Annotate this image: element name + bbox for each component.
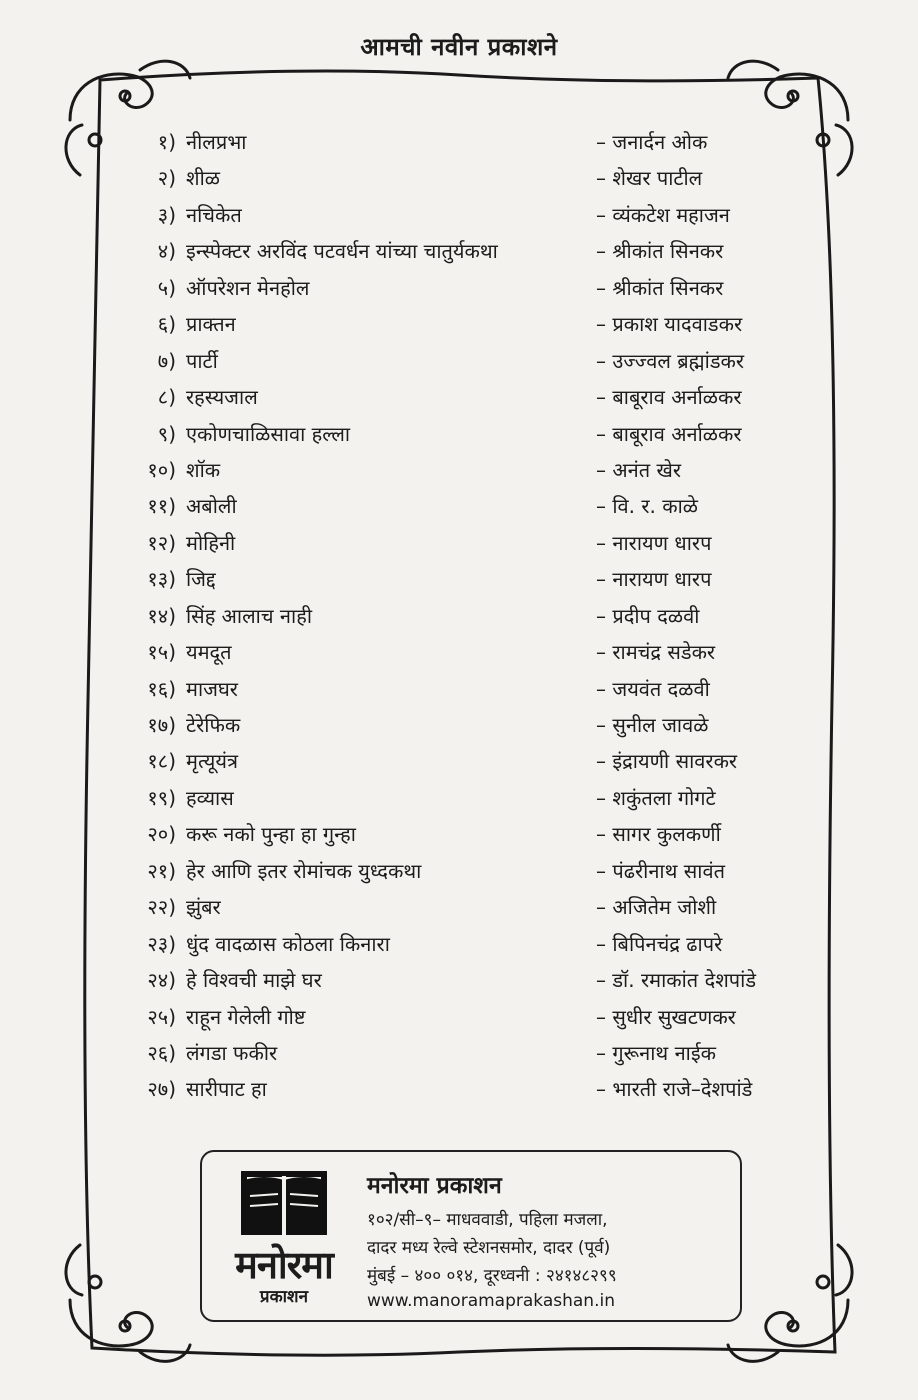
book-number: २६) bbox=[147, 1040, 176, 1065]
book-number: १३) bbox=[147, 567, 176, 592]
book-row bbox=[100, 743, 820, 779]
book-title: शीळ bbox=[186, 166, 220, 191]
book-row bbox=[100, 124, 820, 160]
book-title: शॉक bbox=[186, 457, 221, 482]
corner-ornament-bottom-left bbox=[66, 1245, 190, 1361]
book-title: ऑपरेशन मेनहोल bbox=[186, 275, 310, 300]
book-number: १७) bbox=[147, 713, 176, 737]
book-row bbox=[100, 926, 820, 962]
book-title: नचिकेत bbox=[186, 202, 242, 227]
book-title: पार्टी bbox=[186, 348, 218, 373]
logo-word: मनोरमा bbox=[235, 1243, 333, 1287]
book-title: करू नको पुन्हा हा गुन्हा bbox=[186, 822, 356, 847]
book-number: ११) bbox=[147, 494, 176, 519]
book-author: – शकुंतला गोगटे bbox=[596, 785, 716, 810]
book-title: मोहिनी bbox=[186, 530, 236, 555]
book-row bbox=[100, 707, 820, 743]
book-title: मृत्यूयंत्र bbox=[186, 749, 238, 774]
book-author: – पंढरीनाथ सावंत bbox=[596, 858, 725, 883]
book-number: १९) bbox=[147, 785, 176, 810]
book-number: ४) bbox=[157, 239, 176, 264]
book-row bbox=[100, 671, 820, 707]
book-number: १६) bbox=[147, 676, 176, 701]
book-author: – वि. र. काळे bbox=[596, 494, 699, 519]
book-author: – डॉ. रमाकांत देशपांडे bbox=[596, 968, 757, 993]
book-title: रहस्यजाल bbox=[186, 385, 258, 410]
book-row bbox=[100, 160, 820, 196]
book-number: २४) bbox=[147, 968, 176, 993]
book-row bbox=[100, 634, 820, 670]
book-title: सिंह आलाच नाही bbox=[186, 603, 312, 628]
book-number: ७) bbox=[157, 348, 176, 373]
book-row bbox=[100, 306, 820, 342]
book-title: इन्स्पेक्टर अरविंद पटवर्धन यांच्या चातुर्यकथा bbox=[186, 239, 498, 264]
book-row bbox=[100, 452, 820, 488]
book-row bbox=[100, 197, 820, 233]
book-number: १८) bbox=[147, 749, 176, 774]
book-title: माजघर bbox=[186, 676, 238, 701]
book-title: लंगडा फकीर bbox=[186, 1040, 278, 1065]
book-number: २३) bbox=[147, 931, 176, 956]
website-link[interactable]: www.manoramaprakashan.in bbox=[367, 1291, 615, 1311]
book-author: – जयवंत दळवी bbox=[596, 676, 710, 701]
book-row bbox=[100, 488, 820, 524]
book-row bbox=[100, 889, 820, 925]
book-author: – रामचंद्र सडेकर bbox=[596, 640, 716, 665]
book-row bbox=[100, 999, 820, 1035]
book-number: ५) bbox=[157, 275, 176, 300]
book-author: – इंद्रायणी सावरकर bbox=[596, 749, 738, 774]
book-author: – नारायण धारप bbox=[596, 567, 712, 592]
book-row bbox=[100, 780, 820, 816]
book-row bbox=[100, 379, 820, 415]
book-number: २०) bbox=[147, 822, 176, 847]
book-row bbox=[100, 962, 820, 998]
book-author: – शेखर पाटील bbox=[596, 166, 703, 191]
book-author: – जनार्दन ओक bbox=[596, 130, 708, 154]
book-row bbox=[100, 525, 820, 561]
book-list bbox=[100, 124, 820, 1108]
book-title: झुंबर bbox=[186, 895, 221, 920]
book-number: ३) bbox=[157, 202, 176, 227]
book-title: नीलप्रभा bbox=[186, 130, 247, 154]
book-author: – श्रीकांत सिनकर bbox=[596, 239, 724, 264]
book-number: २) bbox=[157, 166, 176, 191]
book-author: – अनंत खेर bbox=[596, 457, 682, 482]
book-number: १४) bbox=[147, 603, 176, 628]
book-number: ९) bbox=[157, 421, 176, 446]
publisher-name: मनोरमा प्रकाशन bbox=[367, 1173, 502, 1199]
book-row bbox=[100, 270, 820, 306]
book-title: एकोणचाळिसावा हल्ला bbox=[186, 421, 351, 446]
book-number: १) bbox=[157, 130, 176, 154]
book-row bbox=[100, 416, 820, 452]
book-title: हव्यास bbox=[186, 785, 234, 810]
book-author: – नारायण धारप bbox=[596, 530, 712, 555]
book-icon bbox=[214, 1166, 354, 1246]
book-author: – उज्ज्वल ब्रह्मांडकर bbox=[596, 348, 745, 373]
book-title: टेरेफिक bbox=[186, 713, 241, 737]
book-number: १०) bbox=[147, 457, 176, 482]
book-author: – प्रदीप दळवी bbox=[596, 603, 700, 628]
book-number: १२) bbox=[147, 530, 176, 555]
book-number: २५) bbox=[147, 1004, 176, 1029]
book-row bbox=[100, 1071, 820, 1107]
book-author: – श्रीकांत सिनकर bbox=[596, 275, 724, 300]
book-row bbox=[100, 343, 820, 379]
book-number: ८) bbox=[157, 385, 176, 410]
book-row bbox=[100, 598, 820, 634]
book-title: जिद्द bbox=[186, 567, 216, 592]
book-number: ६) bbox=[157, 312, 176, 337]
book-title: यमदूत bbox=[186, 640, 232, 665]
book-number: २२) bbox=[147, 895, 176, 920]
page-title: आमची नवीन प्रकाशने bbox=[360, 33, 558, 61]
book-title: हे विश्वची माझे घर bbox=[186, 968, 322, 993]
book-row bbox=[100, 816, 820, 852]
publisher-logo bbox=[214, 1166, 354, 1306]
book-title: अबोली bbox=[186, 494, 237, 519]
book-author: – सुधीर सुखटणकर bbox=[596, 1004, 736, 1029]
phone-line: मुंबई – ४०० ०१४, दूरध्वनी : २४१४८२९९ bbox=[367, 1266, 617, 1286]
book-author: – प्रकाश यादवाडकर bbox=[596, 312, 743, 337]
logo-subtitle: प्रकाशन bbox=[259, 1287, 309, 1307]
book-row bbox=[100, 853, 820, 889]
book-title: प्राक्तन bbox=[186, 312, 236, 337]
book-title: धुंद वादळास कोठला किनारा bbox=[186, 931, 390, 956]
book-number: १५) bbox=[147, 640, 176, 665]
book-number: २१) bbox=[147, 858, 176, 883]
book-author: – अजितेम जोशी bbox=[596, 895, 717, 920]
book-title: सारीपाट हा bbox=[186, 1077, 267, 1102]
book-author: – सागर कुलकर्णी bbox=[596, 822, 721, 847]
book-author: – बाबूराव अर्नाळकर bbox=[596, 385, 742, 410]
publisher-box bbox=[200, 1150, 742, 1322]
book-author: – भारती राजे–देशपांडे bbox=[596, 1077, 753, 1102]
book-author: – व्यंकटेश महाजन bbox=[596, 202, 730, 227]
book-row bbox=[100, 1035, 820, 1071]
book-author: – गुरूनाथ नाईक bbox=[596, 1040, 717, 1065]
book-row bbox=[100, 561, 820, 597]
book-author: – बिपिनचंद्र ढापरे bbox=[596, 931, 723, 956]
book-title: राहून गेलेली गोष्ट bbox=[186, 1004, 306, 1029]
book-row bbox=[100, 233, 820, 269]
address-line-2: दादर मध्य रेल्वे स्टेशनसमोर, दादर (पूर्व) bbox=[367, 1238, 611, 1258]
book-author: – सुनील जावळे bbox=[596, 713, 709, 737]
book-number: २७) bbox=[147, 1077, 176, 1102]
address-line-1: १०२/सी–९– माधववाडी, पहिला मजला, bbox=[367, 1210, 608, 1230]
book-author: – बाबूराव अर्नाळकर bbox=[596, 421, 742, 446]
book-title: हेर आणि इतर रोमांचक युध्दकथा bbox=[186, 858, 422, 883]
